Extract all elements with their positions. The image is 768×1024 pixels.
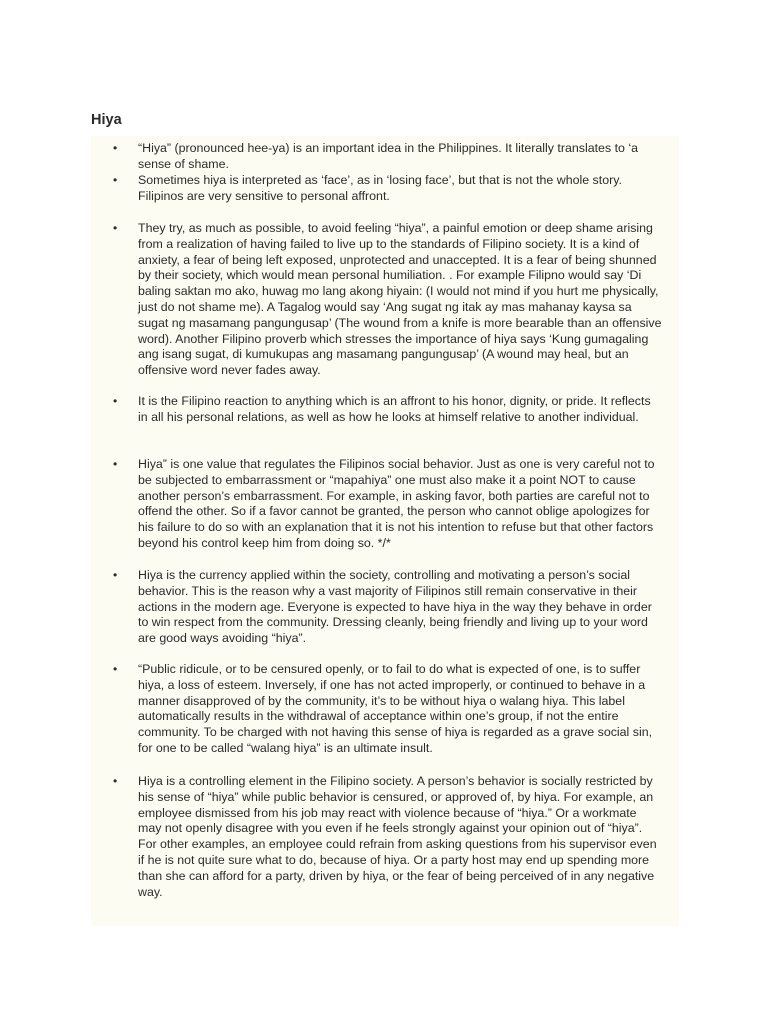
bullet-item [113,568,663,647]
bullet-icon: • [113,394,118,408]
bullet-text: They try, as much as possible, to avoid feeling “hiya”, a painful emotion or deep shame arising from a realization of having failed to live up to the standards of Filipino society. It is a kind of anxiety, a fear of being left exposed, unprotected and unaccepted. It is a fear of being shunned by their society, which would mean personal humiliation. . For example Filipno would say ‘Di baling saktan mo ako, huwag mo lang akong hiyain: (I would not mind if you hurt me physically, just do not shame me). A Tagalog would say ‘Ang sugat ng itak ay mas mahanay kaysa sa sugat ng masamang pangungusap’ (The wound from a knife is more bearable than an offensive word). Another Filipino proverb which stresses the importance of hiya says ‘Kung gumagaling ang isang sugat, di kumukupas ang masamang pangungusap’ (A wound may heal, but an offensive word never fades away. [138,221,662,378]
bullet-item [113,662,663,757]
bullet-item [113,141,663,173]
bullet-icon: • [113,568,118,582]
bullet-icon: • [113,774,118,788]
bullet-text: Hiya is the currency applied within the society, controlling and motivating a person’s social behavior. This is the reason why a vast majority of Filipinos still remain conservative in their actions in the modern age. Everyone is expected to have hiya in the way they behave in order to win respect from the community. Dressing cleanly, being friendly and living up to your word are good ways avoiding “hiya”. [138,568,652,646]
bullet-text: “Public ridicule, or to be censured openly, or to fail to do what is expected of one, is to suffer hiya, a loss of esteem. Inversely, if one has not acted improperly, or continued to behave in a manner disapproved of by the community, it’s to be without hiya o walang hiya. This label automatically results in the withdrawal of acceptance within one’s group, if not the entire community. To be charged with not having this sense of hiya is regarded as a grave social sin, for one to be called “walang hiya” is an ultimate insult. [138,662,653,755]
bullet-icon: • [113,457,118,471]
bullet-text: Sometimes hiya is interpreted as ‘face’, as in ‘losing face’, but that is not the whole story. Filipinos are very sensitive to personal affront. [138,173,622,203]
bullet-icon: • [113,221,118,235]
bullet-icon: • [113,173,118,187]
bullet-item [113,457,663,552]
bullet-text: “Hiya” (pronounced hee-ya) is an important idea in the Philippines. It literally translates to ‘a sense of shame. [138,141,639,171]
bullet-icon: • [113,141,118,155]
bullet-item [113,394,663,426]
bullet-text: Hiya is a controlling element in the Filipino society. A person’s behavior is socially restricted by his sense of “hiya” while public behavior is censured, or approved of, by hiya. For example, an employee dismissed from his job may react with violence because of “hiya.” Or a workmate may not openly disagree with you even if he feels strongly against your opinion out of “hiya”. For other examples, an employee could refrain from asking questions from his supervisor even if he is not quite sure what to do, because of hiya. Or a party host may end up spending more than she can afford for a party, driven by hiya, or the fear of being perceived of in any negative way. [138,774,657,899]
bullet-icon: • [113,662,118,676]
bullet-item [113,774,663,900]
content-panel [91,136,679,926]
page-title: Hiya [91,112,122,128]
bullet-text: Hiya” is one value that regulates the Filipinos social behavior. Just as one is very careful not to be subjected to embarrassment or “mapahiya” one must also make it a point NOT to cause another person’s embarrassment. For example, in asking favor, both parties are careful not to offend the other. So if a favor cannot be granted, the person who cannot oblige apologizes for his failure to do so with an explanation that it is not his intention to refuse but that other factors beyond his control keep him from doing so. */* [138,457,655,550]
bullet-item [113,173,663,205]
bullet-text: It is the Filipino reaction to anything which is an affront to his honor, dignity, or pride. It reflects in all his personal relations, as well as how he looks at himself relative to another individual. [138,394,651,424]
bullet-item [113,221,663,379]
